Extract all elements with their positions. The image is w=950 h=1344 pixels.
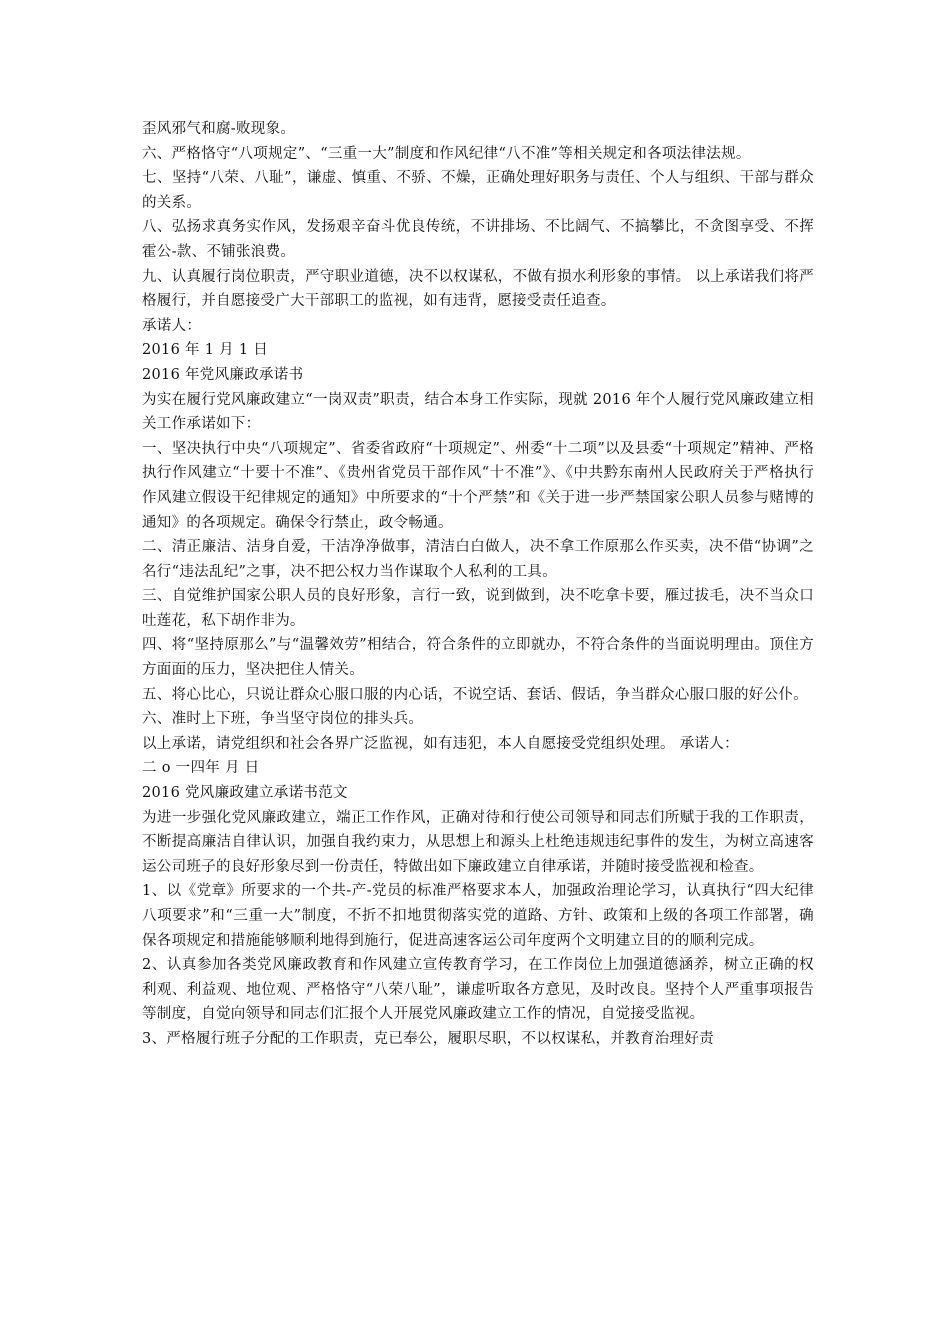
paragraph: 为实在履行党风廉政建立“一岗双责”职责，结合本身工作实际，现就 2016 年个人履行党风廉政建立相关工作承诺如下： [142, 391, 814, 433]
paragraph: 八、弘扬求真务实作风，发扬艰辛奋斗优良传统，不讲排场、不比阔气、不搞攀比，不贪图享受、不挥霍公-款、不铺张浪费。 [142, 219, 814, 260]
date-line: 二 o 一四年 月 日 [142, 760, 260, 777]
paragraph: 1、以《党章》所要求的一个共-产-党员的标准严格要求本人，加强政治理论学习，认真执行“四大纪律八项要求”和“三重一大”制度，不折不扣地贯彻落实党的道路、方针、政策和上级的各项工作部署，确保各项规定和措施能够顺利地得到施行，促进高速客运公司年度两个文明建立目的的顺利完成。 [142, 883, 814, 949]
paragraph: 一、坚决执行中央“八项规定”、省委省政府“十项规定”、州委“十二项”以及县委“十项规定”精神、严格执行作风建立“十要十不准”、《贵州省党员干部作风“十不准”》、《中共黔东南州人民政府关于严格执行作风建立假设干纪律规定的通知》中所要求的“十个严禁”和《关于进一步严禁国家公职人员参与赌博的通知》的各项规定。确保令行禁止，政令畅通。 [142, 440, 814, 531]
paragraph: 六、准时上下班，争当坚守岗位的排头兵。 [142, 711, 424, 728]
paragraph: 为进一步强化党风廉政建立，端正工作作风，正确对待和行使公司领导和同志们所赋于我的工作职责，不断提高廉洁自律认识，加强自我约束力，从思想上和源头上杜绝违规违纪事件的发生，为树立高速客运公司班子的良好形象尽到一份责任，特做出如下廉政建立自律承诺，并随时接受监视和检查。 [142, 809, 814, 875]
paragraph: 二、清正廉洁、洁身自爱，干洁净净做事，清洁白白做人，决不拿工作原那么作买卖，决不借“协调”之名行“违法乱纪”之事，决不把公权力当作谋取个人私利的工具。 [142, 539, 814, 580]
paragraph: 2、认真参加各类党风廉政教育和作风建立宣传教育学习，在工作岗位上加强道德涵养，树立正确的权利观、利益观、地位观、严格恪守“八荣八耻”，谦虚听取各方意见，及时改良。坚持个人严重事项报告等制度，自觉向领导和同志们汇报个人开展党风廉政建立工作的情况，自觉接受监视。 [142, 957, 814, 1023]
document-body [142, 117, 814, 1052]
section-title: 2016 党风廉政建立承诺书范文 [142, 785, 348, 802]
date-line: 2016 年 1 月 1 日 [142, 342, 269, 359]
paragraph: 三、自觉维护国家公职人员的良好形象，言行一致，说到做到，决不吃拿卡要，雁过拔毛，决不当众口吐莲花，私下胡作非为。 [142, 588, 814, 629]
paragraph: 歪风邪气和腐-败现象。 [142, 121, 296, 137]
paragraph: 七、坚持“八荣、八耻”，谦虚、慎重、不骄、不燥，正确处理好职务与责任、个人与组织、干部与群众的关系。 [142, 170, 814, 211]
paragraph: 五、将心比心，只说让群众心服口服的内心话，不说空话、套话、假话，争当群众心服口服的好公仆。 [142, 686, 808, 703]
paragraph: 九、认真履行岗位职责，严守职业道德，决不以权谋私，不做有损水利形象的事情。 以上承诺我们将严格履行，并自愿接受广大干部职工的监视，如有违背，愿接受责任追查。 [142, 268, 814, 310]
paragraph: 六、严格恪守“八项规定”、“三重一大”制度和作风纪律“八不准”等相关规定和各项法律法规。 [142, 145, 751, 162]
paragraph: 以上承诺，请党组织和社会各界广泛监视，如有违犯，本人自愿接受党组织处理。 承诺人： [142, 735, 739, 752]
paragraph: 3、严格履行班子分配的工作职责，克已奉公，履职尽职，不以权谋私，并教育治理好责 [142, 1030, 714, 1047]
section-title: 2016 年党风廉政承诺书 [142, 366, 304, 383]
paragraph: 四、将“坚持原那么”与“温馨效劳”相结合，符合条件的立即就办，不符合条件的当面说明理由。顶住方方面面的压力，坚决把住人情关。 [142, 637, 814, 679]
signature-label: 承诺人： [142, 317, 202, 334]
